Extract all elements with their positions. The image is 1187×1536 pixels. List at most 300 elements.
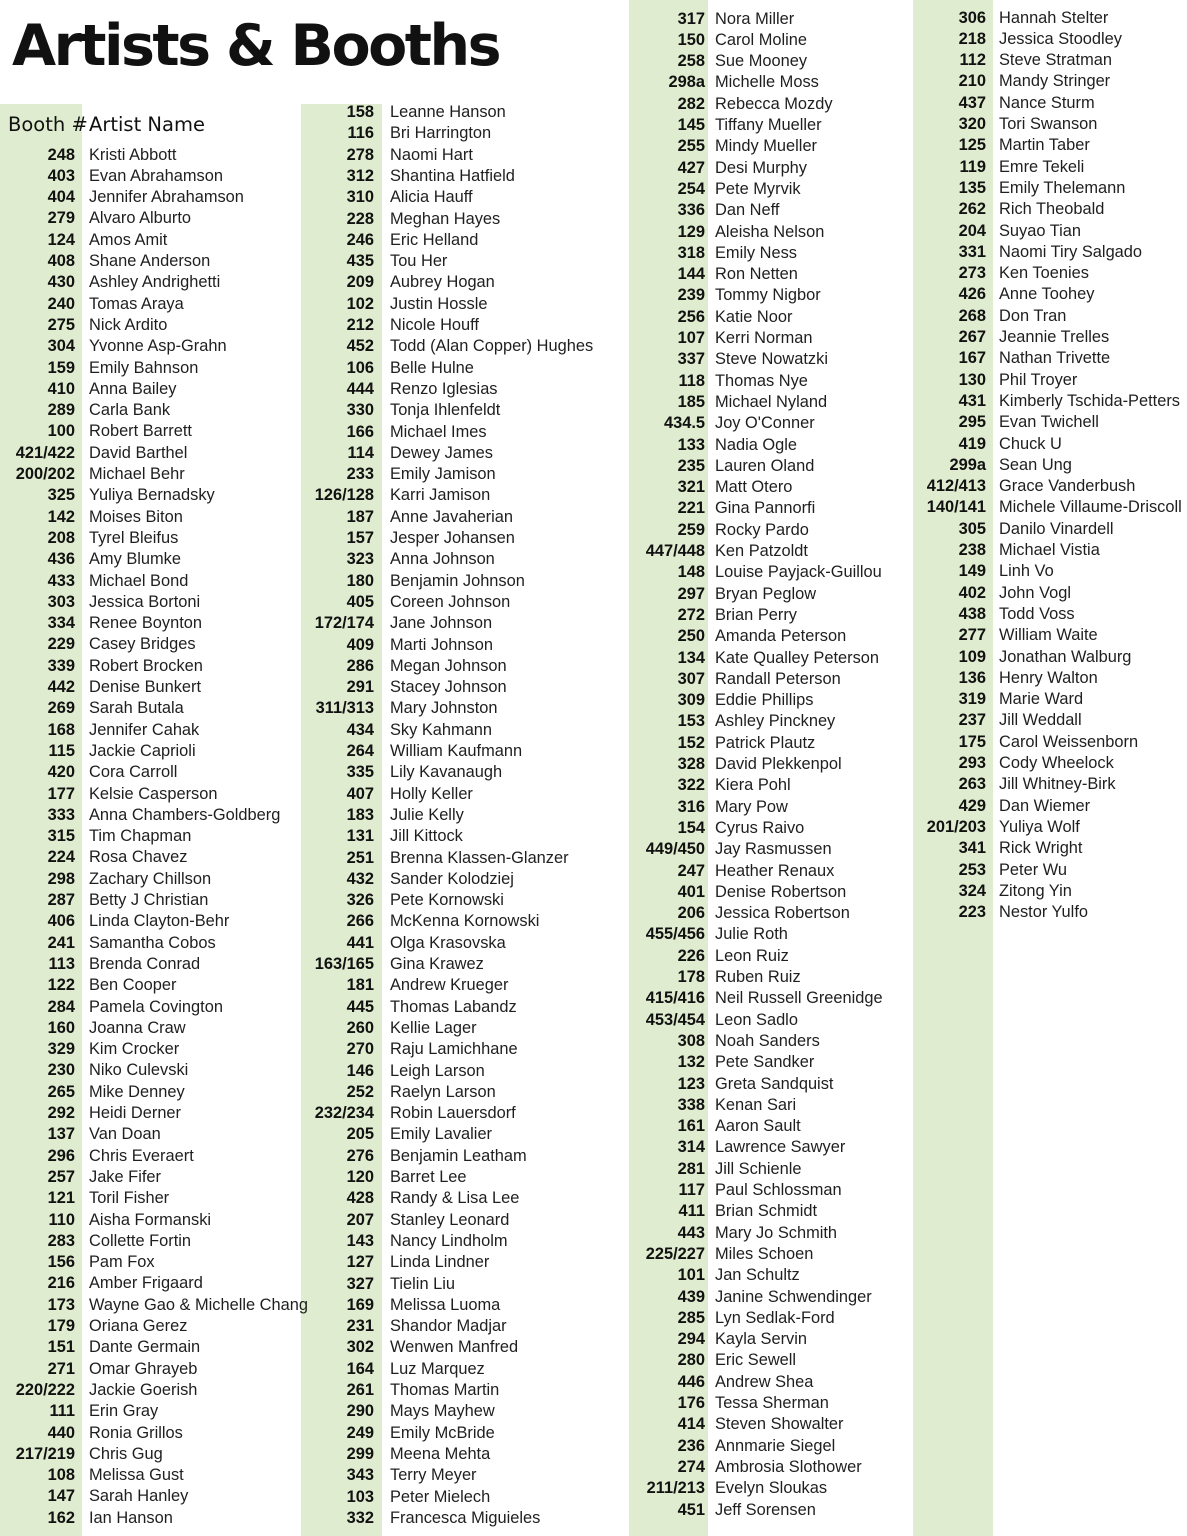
artist-name: Jessica Robertson	[715, 904, 850, 923]
booth-number: 278	[346, 145, 374, 164]
booth-number: 212	[346, 316, 374, 334]
artist-name: Jessica Stoodley	[999, 29, 1122, 48]
artist-name: Jonathan Walburg	[999, 647, 1132, 666]
booth-number: 404	[47, 188, 75, 207]
artist-name: Cyrus Raivo	[715, 818, 805, 837]
booth-number: 126/128	[314, 486, 374, 505]
booth-number: 276	[346, 1146, 374, 1165]
booth-number: 111	[49, 1402, 75, 1421]
booth-number: 444	[346, 379, 374, 398]
booth-number: 283	[47, 1231, 75, 1250]
booth-number: 284	[47, 997, 75, 1016]
booth-number: 329	[47, 1040, 75, 1059]
artist-name: David Plekkenpol	[715, 755, 842, 773]
booth-number: 307	[677, 669, 705, 688]
artist-name: Anna Johnson	[390, 550, 495, 569]
artist-name: Cora Carroll	[89, 763, 178, 782]
artist-name: William Kaufmann	[390, 742, 523, 760]
booth-number: 405	[346, 592, 374, 611]
artist-name: Don Tran	[999, 306, 1067, 325]
artist-name: Dewey James	[390, 443, 493, 462]
artist-name: Rich Theobald	[999, 200, 1105, 219]
booth-number: 251	[346, 848, 374, 867]
booth-number: 341	[958, 839, 986, 858]
booth-number: 338	[677, 1095, 705, 1114]
booth-number: 274	[677, 1457, 705, 1476]
booth-number: 209	[346, 273, 374, 292]
artist-name: Randall Peterson	[715, 669, 841, 688]
booth-number: 310	[346, 188, 374, 207]
booth-number: 230	[47, 1061, 75, 1080]
artist-name: Zachary Chillson	[89, 869, 212, 888]
booth-number: 252	[346, 1082, 374, 1101]
booth-number: 265	[47, 1082, 75, 1101]
booth-number: 146	[346, 1061, 374, 1080]
booth-number: 118	[678, 371, 705, 390]
artist-name: Emily Lavalier	[390, 1125, 493, 1144]
booth-number: 333	[47, 805, 75, 824]
artist-name: Joy O'Conner	[715, 414, 815, 433]
artist-name: Robert Brocken	[89, 656, 203, 675]
artist-name: Bri Harrington	[390, 124, 492, 143]
artist-name: Brian Schmidt	[715, 1202, 818, 1221]
booth-number: 247	[677, 861, 705, 880]
artist-name: Evan Abrahamson	[89, 166, 223, 185]
artist-name: Steve Nowatzki	[715, 350, 828, 369]
booth-number: 201/203	[926, 817, 986, 836]
artist-name: Nestor Yulfo	[999, 903, 1088, 922]
booth-number: 226	[677, 946, 705, 965]
artist-name: Leanne Hanson	[390, 103, 506, 121]
artist-name: Kenan Sari	[715, 1095, 797, 1114]
artist-name: Rick Wright	[999, 839, 1083, 858]
booth-number: 402	[958, 583, 986, 602]
artist-name: Nance Sturm	[999, 93, 1095, 112]
booth-number: 315	[47, 827, 75, 846]
artist-name: Ambrosia Slothower	[715, 1457, 862, 1476]
artist-name: Mike Denney	[89, 1082, 185, 1101]
booth-number: 312	[346, 166, 374, 185]
artist-name: Jill Whitney-Birk	[999, 775, 1116, 794]
booth-number: 306	[958, 8, 986, 27]
artist-name: Jeannie Trelles	[999, 328, 1110, 346]
booth-number: 299	[346, 1444, 374, 1463]
booth-number: 231	[346, 1317, 374, 1336]
booth-number: 248	[47, 145, 75, 164]
booth-number: 443	[677, 1223, 705, 1242]
artist-name: Emily Thelemann	[999, 178, 1126, 197]
booth-number: 446	[677, 1372, 705, 1391]
booth-number: 150	[677, 30, 705, 49]
booth-number: 112	[959, 51, 986, 70]
artist-name: Renee Boynton	[89, 614, 202, 633]
artist-name: Chris Gug	[89, 1444, 163, 1463]
artist-name: Pete Myrvik	[715, 179, 801, 198]
artist-name: Mandy Stringer	[999, 72, 1111, 91]
booth-number: 445	[346, 997, 374, 1016]
artist-name: Emre Tekeli	[999, 157, 1085, 176]
artist-name: Alicia Hauff	[390, 188, 473, 207]
artist-name: Thomas Martin	[390, 1381, 500, 1399]
booth-number: 235	[677, 456, 705, 475]
artist-name: Jane Johnson	[390, 614, 493, 633]
booth-number: 277	[958, 626, 986, 645]
artist-name: Paul Schlossman	[715, 1181, 842, 1199]
artist-name: Bryan Peglow	[715, 584, 817, 603]
artist-name: Tim Chapman	[89, 827, 192, 846]
booth-number: 200/202	[15, 465, 75, 483]
artist-name: Brenda Conrad	[89, 954, 201, 973]
booth-number: 249	[346, 1423, 374, 1442]
artist-name: Jill Schienle	[715, 1159, 802, 1178]
artist-name: Pete Sandker	[715, 1053, 815, 1072]
artist-name: Coreen Johnson	[390, 592, 511, 611]
booth-number: 137	[47, 1125, 75, 1144]
booth-number: 260	[346, 1018, 374, 1037]
artist-name: Matt Otero	[715, 478, 793, 497]
artist-name: Aubrey Hogan	[390, 273, 495, 292]
booth-number: 159	[47, 358, 75, 377]
artist-name: Mary Jo Schmith	[715, 1223, 838, 1242]
booth-number: 142	[47, 507, 75, 526]
booth-number: 453/454	[645, 1010, 705, 1029]
booth-number: 437	[958, 93, 986, 112]
booth-number: 275	[47, 315, 75, 334]
artist-name: Stanley Leonard	[390, 1210, 510, 1229]
booth-number: 133	[677, 435, 705, 454]
booth-number: 147	[47, 1487, 75, 1506]
artist-name: Kayla Servin	[715, 1330, 808, 1349]
booth-number: 334	[47, 614, 75, 633]
booth-number: 176	[677, 1394, 705, 1412]
booth-number: 144	[677, 265, 705, 284]
artist-name: Toril Fisher	[89, 1189, 170, 1208]
booth-number: 204	[958, 221, 986, 240]
artist-name: Amanda Peterson	[715, 627, 847, 646]
booth-number: 336	[677, 201, 705, 220]
booth-number: 154	[677, 818, 705, 837]
booth-number: 309	[677, 691, 705, 710]
booth-number: 270	[346, 1040, 374, 1059]
artist-name: Noah Sanders	[715, 1031, 820, 1050]
artist-name: Nancy Lindholm	[390, 1231, 508, 1250]
booth-number: 148	[677, 563, 705, 582]
booth-number: 432	[346, 869, 374, 888]
booth-number: 116	[347, 124, 374, 143]
artist-name: Robert Barrett	[89, 422, 192, 441]
booth-number: 108	[47, 1466, 75, 1485]
artist-name: Todd (Alan Copper) Hughes	[390, 337, 594, 356]
booth-number: 117	[678, 1181, 705, 1199]
booth-number: 109	[958, 647, 986, 666]
booth-number: 100	[47, 422, 75, 441]
artist-name: Ronia Grillos	[89, 1423, 183, 1442]
artist-name: Emily Bahnson	[89, 358, 199, 377]
booth-number: 132	[677, 1053, 705, 1072]
artist-name: Alvaro Alburto	[89, 209, 192, 228]
booth-number: 131	[346, 827, 374, 846]
artist-name: Steven Showalter	[715, 1415, 844, 1434]
booth-number: 140/141	[926, 498, 986, 517]
booth-number: 246	[346, 230, 374, 249]
booth-number: 145	[677, 116, 705, 134]
artist-name: Evelyn Sloukas	[715, 1479, 828, 1498]
artist-name: Francesca Miguieles	[390, 1508, 541, 1527]
artist-name: Gina Pannorfi	[715, 499, 816, 518]
booth-number: 337	[677, 350, 705, 369]
booth-number: 125	[958, 136, 986, 155]
booth-number: 319	[958, 690, 986, 709]
artist-name: Amos Amit	[89, 230, 168, 249]
booth-number: 296	[47, 1146, 75, 1165]
booth-number: 412/413	[926, 477, 986, 496]
booth-number: 268	[958, 306, 986, 325]
booth-number: 411	[678, 1202, 705, 1221]
artist-name: Katie Noor	[715, 307, 793, 326]
booth-number: 185	[677, 392, 705, 411]
artist-name: Jennifer Cahak	[89, 720, 200, 739]
artist-name: Renzo Iglesias	[390, 379, 498, 398]
artist-name: Tielin Liu	[390, 1274, 455, 1293]
booth-number: 452	[346, 337, 374, 356]
artist-name: Mary Pow	[715, 797, 788, 816]
artist-name: Peter Wu	[999, 860, 1068, 879]
booth-number: 232/234	[314, 1104, 374, 1123]
booth-number: 175	[958, 732, 986, 751]
booth-number: 293	[958, 754, 986, 772]
artist-name: Benjamin Johnson	[390, 571, 525, 590]
artist-name: Eric Helland	[390, 230, 479, 249]
booth-number: 408	[47, 252, 75, 270]
artist-name: Sander Kolodziej	[390, 869, 514, 888]
artist-name: Jake Fifer	[89, 1167, 161, 1186]
artist-name: Kellie Lager	[390, 1018, 477, 1037]
booth-number: 419	[958, 434, 986, 453]
artist-name: Michael Vistia	[999, 541, 1100, 559]
booth-number: 153	[677, 712, 705, 731]
artist-name: Heather Renaux	[715, 861, 835, 880]
booth-number: 206	[677, 904, 705, 923]
booth-number: 305	[958, 519, 986, 538]
artist-name: Heidi Derner	[89, 1104, 182, 1122]
booth-number: 180	[346, 571, 374, 590]
artist-name: Chris Everaert	[89, 1146, 194, 1165]
booth-number: 430	[47, 273, 75, 292]
artist-name: Dan Wiemer	[999, 796, 1091, 815]
artist-name: Belle Hulne	[390, 358, 474, 377]
artist-name: Nick Ardito	[89, 315, 168, 334]
artist-name: Eddie Phillips	[715, 691, 814, 710]
booth-number: 167	[958, 349, 986, 368]
booth-number: 103	[346, 1487, 374, 1506]
artist-name: Randy & Lisa Lee	[390, 1189, 520, 1208]
artist-name: Van Doan	[89, 1125, 161, 1144]
artist-name: Jeff Sorensen	[715, 1500, 816, 1519]
artist-name: Danilo Vinardell	[999, 519, 1114, 538]
artist-name: Rebecca Mozdy	[715, 94, 833, 113]
booth-number: 211/213	[646, 1479, 705, 1498]
artist-name: Rosa Chavez	[89, 848, 188, 867]
booth-number: 228	[346, 209, 374, 228]
booth-number: 164	[346, 1359, 374, 1378]
booth-number: 273	[958, 264, 986, 283]
artist-name: Louise Payjack-Guillou	[715, 563, 882, 582]
artist-name: Nathan Trivette	[999, 349, 1111, 368]
booth-number: 179	[47, 1317, 75, 1335]
booth-number: 210	[958, 72, 986, 91]
artist-name: Hannah Stelter	[999, 8, 1109, 27]
booth-number: 451	[677, 1500, 705, 1519]
artist-name: Gina Krawez	[390, 955, 484, 973]
artist-name: Grace Vanderbush	[999, 477, 1136, 496]
artist-name: Eric Sewell	[715, 1351, 797, 1370]
artist-name: Aaron Sault	[715, 1117, 801, 1136]
artist-name: Mary Johnston	[390, 699, 498, 718]
artist-name: Michael Nyland	[715, 392, 828, 411]
booth-number: 101	[677, 1266, 705, 1285]
artist-name: Thomas Labandz	[390, 997, 517, 1016]
booth-number: 158	[346, 103, 374, 121]
booth-number: 290	[346, 1402, 374, 1421]
booth-number: 261	[346, 1381, 374, 1399]
artist-name: Michael Bond	[89, 571, 189, 590]
booth-number: 271	[47, 1359, 75, 1378]
booth-number: 160	[47, 1018, 75, 1037]
booth-number: 166	[346, 422, 374, 441]
artist-name: Pamela Covington	[89, 997, 223, 1016]
booth-number: 113	[48, 954, 75, 973]
booth-number: 272	[677, 605, 705, 624]
artist-name: Denise Bunkert	[89, 678, 202, 696]
artist-name: Emily McBride	[390, 1423, 495, 1442]
artist-name: Anna Bailey	[89, 379, 177, 398]
booth-number: 441	[346, 933, 374, 952]
booth-number: 322	[677, 776, 705, 795]
booth-number: 280	[677, 1351, 705, 1370]
booth-number: 415/416	[645, 989, 705, 1008]
booth-number: 255	[677, 137, 705, 156]
booth-number: 223	[958, 903, 986, 922]
booth-number: 207	[346, 1210, 374, 1229]
booth-number: 143	[346, 1231, 374, 1250]
artist-name: Martin Taber	[999, 136, 1090, 155]
booth-number: 325	[47, 486, 75, 505]
artist-name: McKenna Kornowski	[390, 912, 540, 931]
artist-name: Niko Culevski	[89, 1061, 189, 1080]
artist-name: Kim Crocker	[89, 1040, 180, 1059]
artist-name: Emily Ness	[715, 243, 797, 262]
booth-number: 120	[346, 1168, 374, 1186]
booth-number: 241	[47, 933, 75, 952]
booth-number: 233	[346, 465, 374, 484]
booth-number: 225/227	[645, 1244, 705, 1263]
booth-number: 169	[346, 1295, 374, 1314]
artist-name: Jill Weddall	[999, 711, 1082, 730]
artist-name: Michele Villaume-Driscoll	[999, 498, 1182, 517]
artist-name: Emily Jamison	[390, 465, 496, 484]
artist-name: Carol Moline	[715, 30, 808, 49]
artist-name: Henry Walton	[999, 668, 1098, 687]
booth-number: 162	[47, 1508, 75, 1527]
booth-number: 135	[958, 178, 986, 197]
booth-number: 157	[346, 529, 374, 547]
artist-name: Tessa Sherman	[715, 1394, 829, 1412]
artist-name: Kate Qualley Peterson	[715, 648, 880, 667]
booth-number: 281	[677, 1159, 705, 1178]
artist-name: Meghan Hayes	[390, 209, 501, 228]
artist-name: Jan Schultz	[715, 1266, 800, 1285]
booth-number: 429	[958, 796, 986, 815]
booth-number: 442	[47, 678, 75, 696]
booth-number: 427	[677, 158, 705, 177]
artist-name: Erin Gray	[89, 1402, 159, 1421]
booth-number: 335	[346, 763, 374, 782]
artist-name: Raju Lamichhane	[390, 1040, 518, 1059]
booth-number: 134	[677, 648, 705, 667]
booth-number: 320	[958, 115, 986, 133]
booth-number: 240	[47, 294, 75, 313]
booth-number: 294	[677, 1330, 705, 1349]
artist-name: Yuliya Wolf	[999, 817, 1080, 836]
artist-name: Tou Her	[390, 252, 448, 271]
booth-number: 447/448	[645, 542, 705, 560]
booth-number: 440	[47, 1423, 75, 1442]
artist-name: Jill Kittock	[390, 827, 463, 846]
booth-number: 168	[47, 720, 75, 739]
booth-number: 403	[47, 166, 75, 185]
artist-name: Mays Mayhew	[390, 1402, 495, 1421]
artist-name: Yvonne Asp-Grahn	[89, 337, 227, 356]
artist-name: Anne Javaherian	[390, 507, 514, 526]
artist-name: Brian Perry	[715, 605, 797, 624]
artist-name: Michael Imes	[390, 422, 487, 441]
booth-number: 434	[346, 720, 374, 739]
booth-number: 318	[677, 243, 705, 262]
artist-name: Nadia Ogle	[715, 435, 798, 454]
artist-name: Leon Sadlo	[715, 1010, 798, 1029]
booth-number: 311/313	[315, 699, 374, 718]
booth-number: 130	[958, 370, 986, 389]
booth-number: 406	[47, 912, 75, 931]
artist-name: Denise Robertson	[715, 882, 847, 901]
booth-number: 224	[47, 848, 75, 867]
artist-name: Michael Behr	[89, 465, 185, 483]
artist-name: Ben Cooper	[89, 976, 177, 995]
artist-name: Ashley Andrighetti	[89, 273, 221, 292]
artist-name: Lily Kavanaugh	[390, 763, 503, 782]
booth-number: 291	[346, 678, 374, 697]
artist-name: Evan Twichell	[999, 413, 1099, 432]
booth-number: 421/422	[15, 443, 75, 462]
booth-number: 183	[346, 805, 374, 824]
artist-name: Andrew Krueger	[390, 976, 509, 995]
booth-number: 323	[346, 550, 374, 569]
artist-name: Ron Netten	[715, 265, 798, 284]
artist-name: Julie Roth	[715, 925, 788, 944]
booth-number: 303	[47, 592, 75, 611]
booth-number: 327	[346, 1274, 374, 1293]
booth-number: 110	[48, 1210, 75, 1229]
artist-name: Raelyn Larson	[390, 1082, 496, 1101]
booth-number: 455/456	[645, 925, 705, 944]
booth-number: 238	[958, 541, 986, 559]
booth-number: 314	[677, 1138, 705, 1157]
booth-number: 181	[346, 976, 374, 995]
booth-number: 156	[47, 1253, 75, 1272]
booth-number: 178	[677, 968, 705, 986]
artist-name: Linda Lindner	[390, 1253, 490, 1272]
booth-number: 316	[677, 797, 705, 816]
